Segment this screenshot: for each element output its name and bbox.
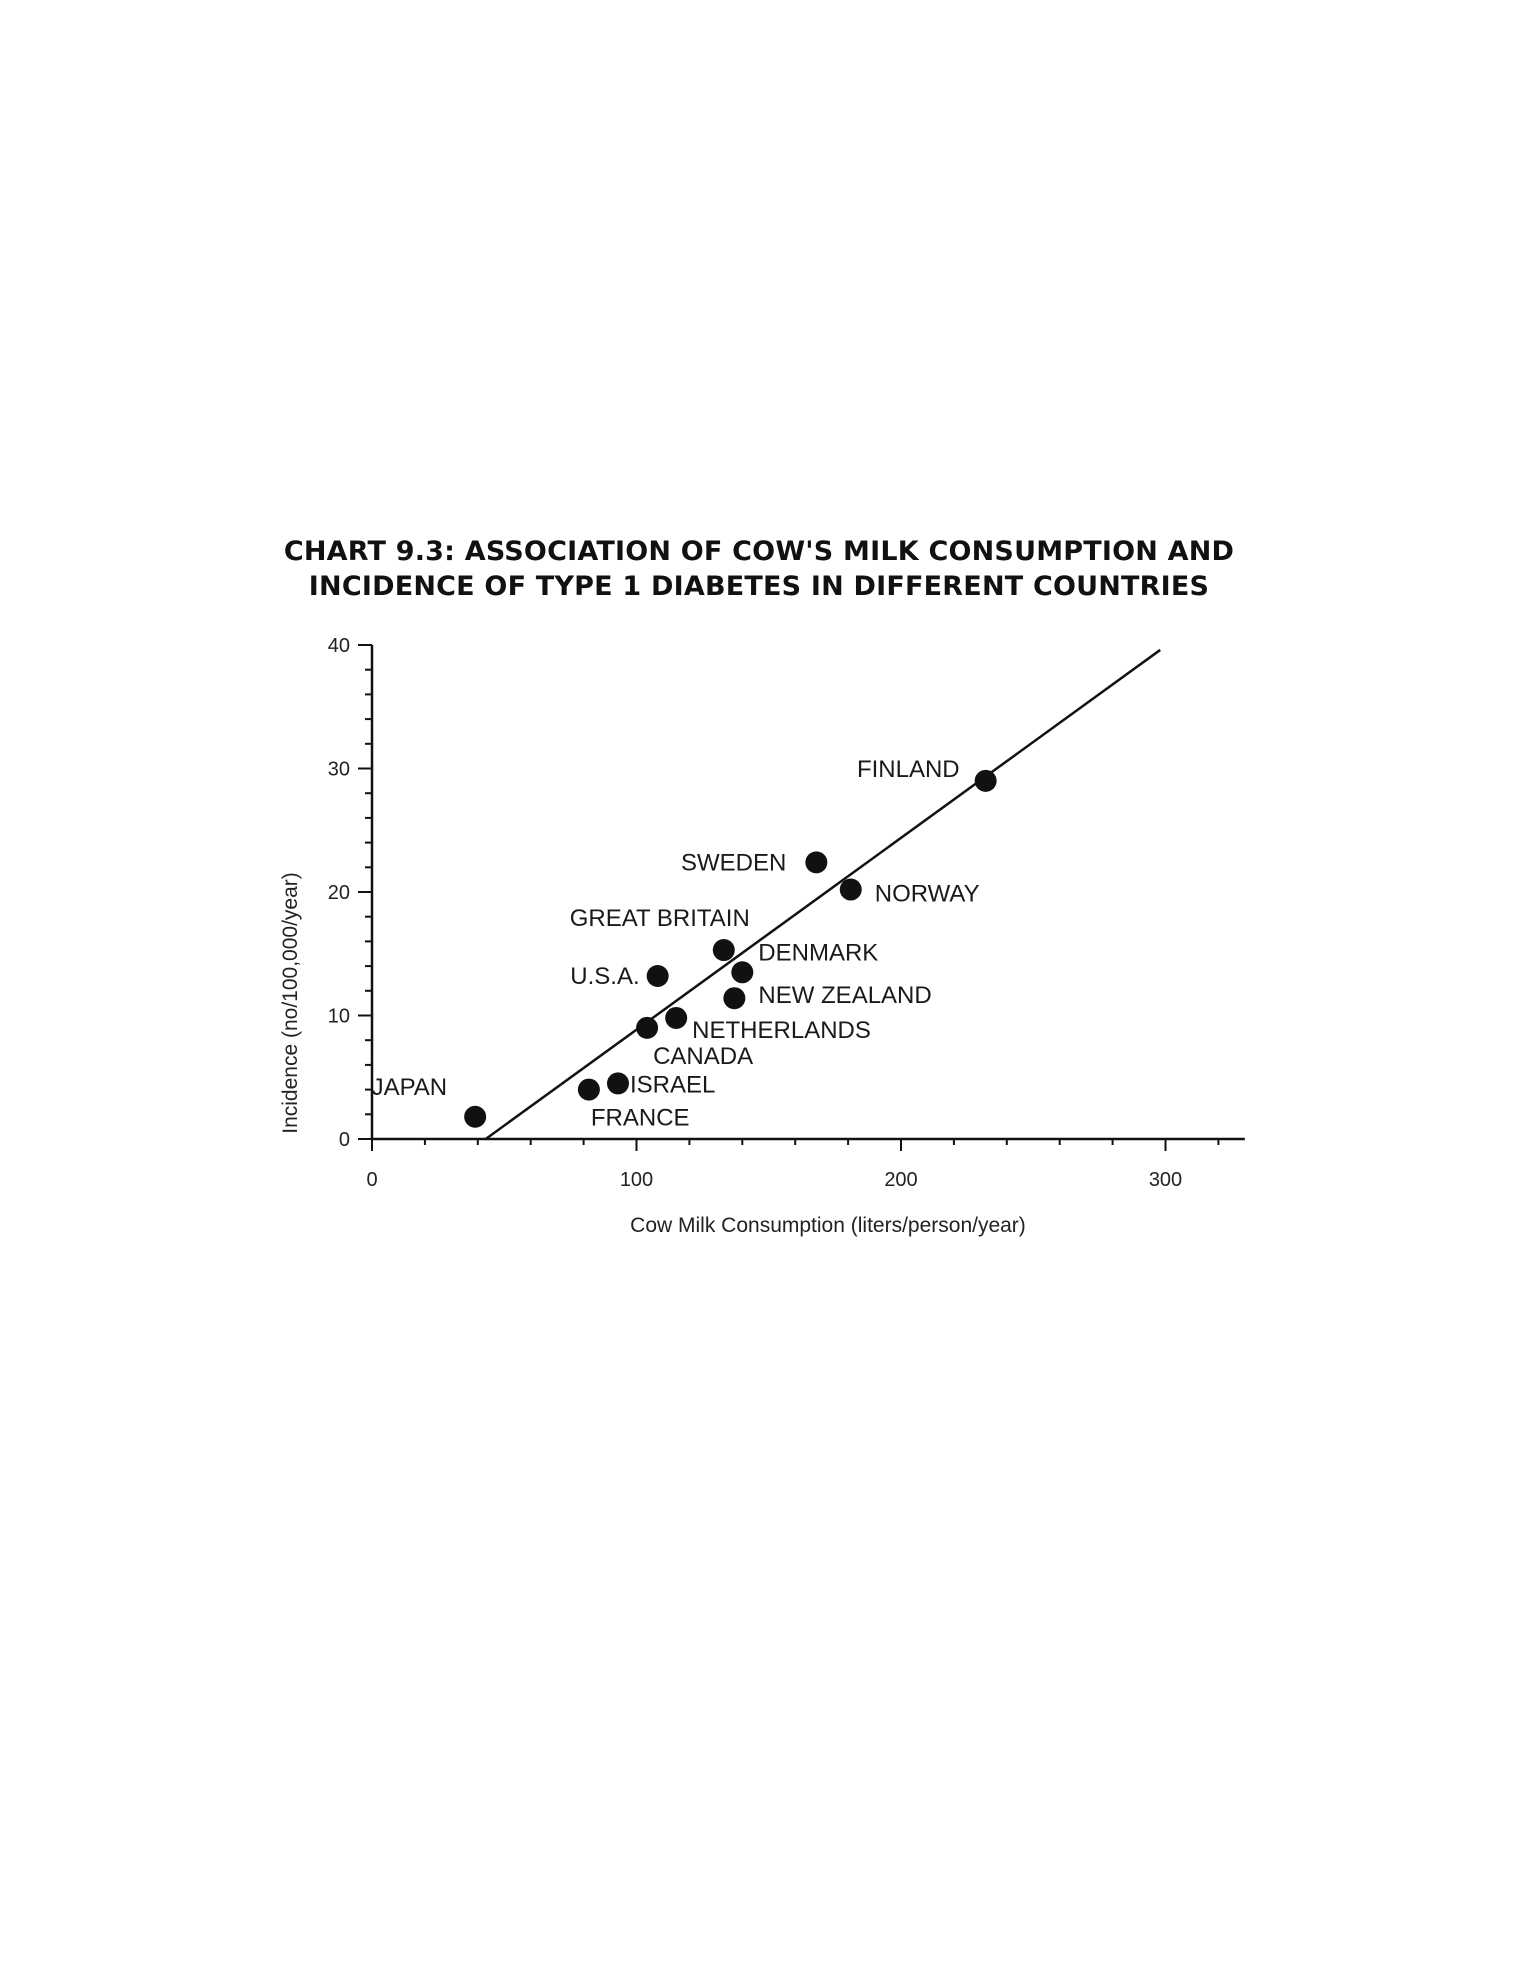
x-axis-label: Cow Milk Consumption (liters/person/year) [630, 1214, 1026, 1237]
points-layer [464, 770, 996, 1128]
data-label-israel: ISRAEL [629, 1071, 716, 1099]
data-point-new-zealand [723, 987, 745, 1009]
data-point-sweden [805, 851, 827, 873]
chart-title-line-1: CHART 9.3: ASSOCIATION OF COW'S MILK CONSUMPTION AND [283, 536, 1235, 567]
labels-layer [372, 756, 980, 1132]
x-tick-label: 100 [619, 1169, 654, 1191]
data-label-great-britain: GREAT BRITAIN [569, 905, 750, 933]
x-tick-label: 300 [1148, 1169, 1183, 1191]
y-tick-label: 20 [327, 882, 350, 904]
data-point-norway [840, 879, 862, 901]
data-point-u-s-a [647, 965, 669, 987]
y-tick-label: 0 [338, 1129, 350, 1151]
ticks-layer [328, 635, 1219, 1191]
data-label-japan: JAPAN [371, 1073, 448, 1101]
y-tick-label: 10 [327, 1005, 350, 1028]
data-point-finland [975, 770, 997, 792]
data-label-sweden: SWEDEN [681, 849, 787, 877]
data-label-canada: CANADA [653, 1042, 754, 1070]
x-tick-label: 0 [366, 1169, 378, 1191]
axes-layer [372, 645, 1245, 1139]
data-point-japan [464, 1106, 486, 1128]
data-label-finland: FINLAND [856, 755, 960, 783]
data-label-norway: NORWAY [874, 880, 980, 908]
data-label-netherlands: NETHERLANDS [692, 1016, 871, 1044]
y-axis-label: Incidence (no/100,000/year) [279, 872, 302, 1134]
trend-line [486, 650, 1160, 1139]
x-tick-label: 200 [884, 1169, 918, 1191]
data-label-new-zealand: NEW ZEALAND [758, 982, 932, 1010]
data-label-france: FRANCE [590, 1104, 690, 1132]
chart-title-line-2: INCIDENCE OF TYPE 1 DIABETES IN DIFFERENT COUNTRIES [308, 571, 1210, 602]
data-point-israel [607, 1072, 629, 1094]
data-point-great-britain [713, 939, 735, 961]
plot-area [328, 635, 1245, 1191]
data-point-netherlands [665, 1007, 687, 1029]
data-point-canada [636, 1017, 658, 1039]
trend-layer [486, 650, 1160, 1139]
data-label-denmark: DENMARK [758, 939, 879, 967]
y-tick-label: 40 [327, 635, 350, 657]
data-point-france [578, 1079, 600, 1101]
data-point-denmark [731, 961, 753, 983]
data-label-u-s-a: U.S.A. [570, 962, 640, 990]
y-tick-label: 30 [327, 758, 350, 781]
